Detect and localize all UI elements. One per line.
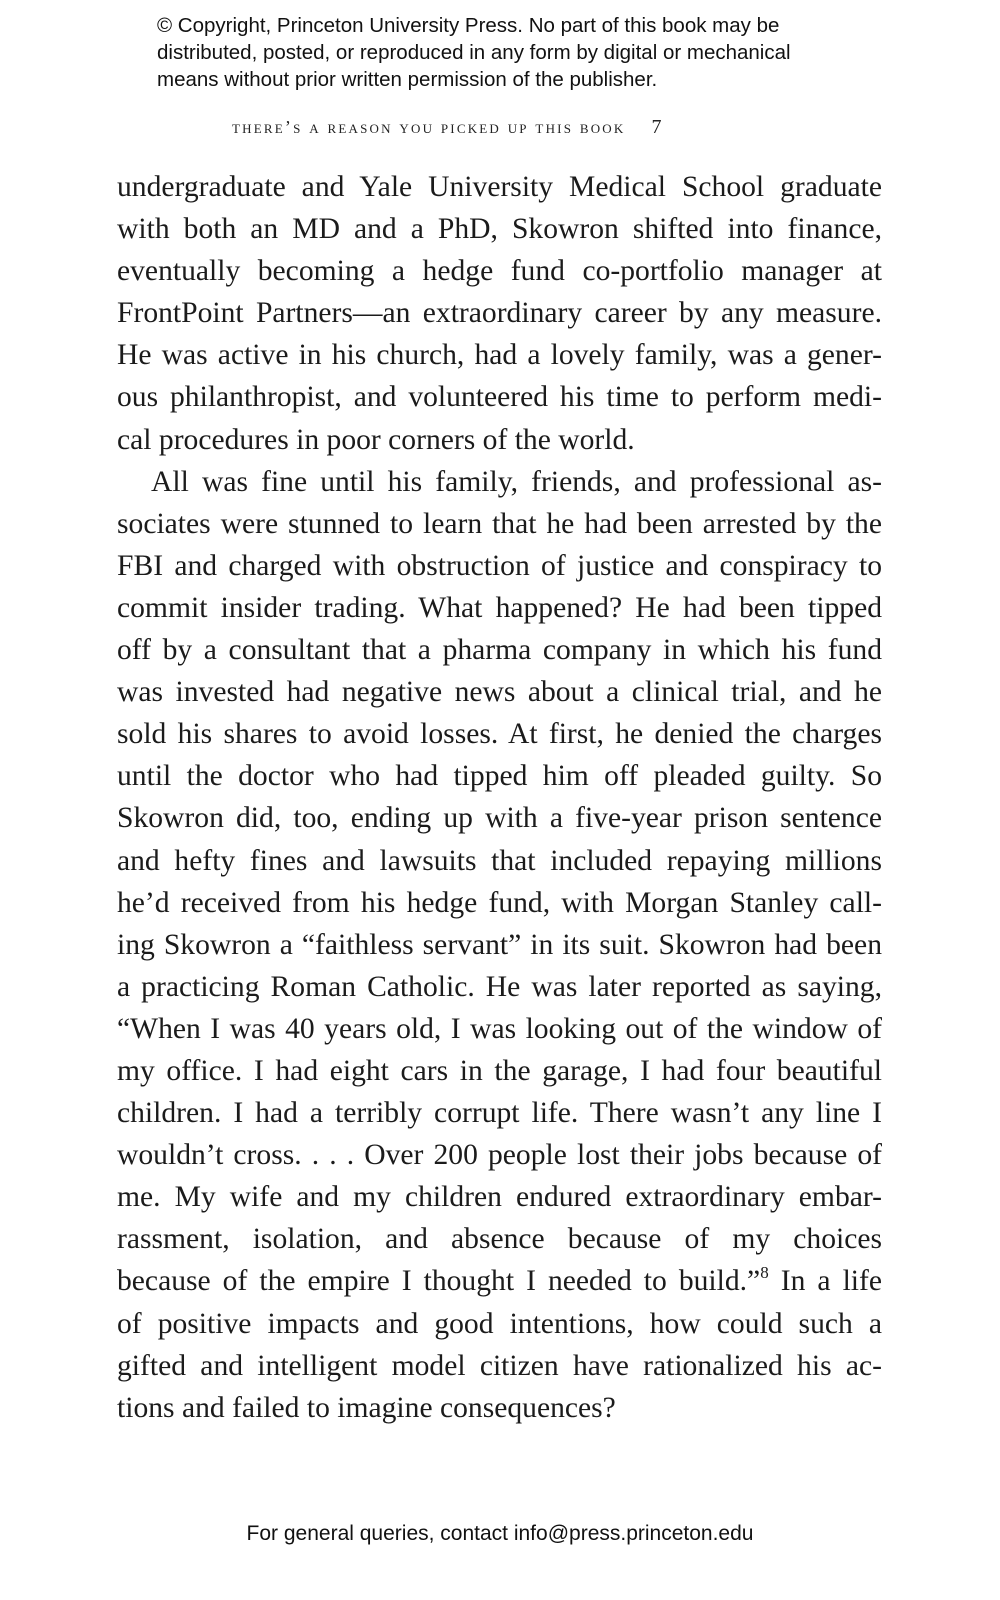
text-line: undergraduate and Yale University Medical School graduate xyxy=(117,171,882,203)
text-line: commit insider trading. What happened? He had been tipped xyxy=(117,591,882,624)
text-line: my office. I had eight cars in the garage, I had four beautiful xyxy=(117,1054,882,1087)
page-number: 7 xyxy=(651,116,662,138)
text-line: sociates were stunned to learn that he had been arrested by the xyxy=(117,507,882,540)
copyright-line: means without prior written permission of the publisher. xyxy=(157,68,658,91)
text-line-with-footnote xyxy=(117,1260,882,1302)
text-line: me. My wife and my children endured extraordinary embar- xyxy=(117,1181,882,1214)
text-line: Skowron did, too, ending up with a five-year prison sentence xyxy=(117,802,882,835)
text-line: ing Skowron a “faithless servant” in its suit. Skowron had been xyxy=(117,928,882,961)
text-line: He was active in his church, had a lovely family, was a gener- xyxy=(117,339,882,372)
text-line: with both an MD and a PhD, Skowron shifted into finance, xyxy=(117,213,882,246)
text-line: FBI and charged with obstruction of justice and conspiracy to xyxy=(117,549,882,582)
copyright-notice xyxy=(157,12,897,93)
text-line: gifted and intelligent model citizen have rationalized his ac- xyxy=(117,1349,882,1382)
text-line: FrontPoint Partners—an extraordinary career by any measure. xyxy=(117,297,882,330)
text-line: sold his shares to avoid losses. At first, he denied the charges xyxy=(117,718,882,751)
text-line: he’d received from his hedge fund, with Morgan Stanley call- xyxy=(117,886,882,919)
text-line: of positive impacts and good intentions, how could such a xyxy=(117,1307,882,1340)
copyright-line: © Copyright, Princeton University Press. No part of this book may be xyxy=(157,14,780,37)
footnote-marker[interactable]: 8 xyxy=(760,1263,769,1283)
text-segment: because of the empire I thought I needed to build.” xyxy=(117,1265,761,1298)
text-line: ous philanthropist, and volunteered his time to perform medi- xyxy=(117,381,882,414)
text-line: eventually becoming a hedge fund co-portfolio manager at xyxy=(117,255,882,288)
text-line: wouldn’t cross. . . . Over 200 people lost their jobs because of xyxy=(117,1139,882,1172)
text-line: was invested had negative news about a clinical trial, and he xyxy=(117,676,882,709)
text-line: rassment, isolation, and absence because of my choices xyxy=(117,1223,882,1256)
paragraph xyxy=(117,461,882,1429)
paragraph xyxy=(117,166,882,461)
text-line: off by a consultant that a pharma company in which his fund xyxy=(117,634,882,667)
text-line: “When I was 40 years old, I was looking out of the window of xyxy=(117,1012,882,1045)
text-line: cal procedures in poor corners of the world. xyxy=(117,423,635,456)
text-line: a practicing Roman Catholic. He was later reported as saying, xyxy=(117,970,882,1003)
text-line: and hefty fines and lawsuits that included repaying millions xyxy=(117,844,882,877)
running-head-title: there’s a reason you picked up this book xyxy=(232,117,626,137)
text-line: children. I had a terribly corrupt life. There wasn’t any line I xyxy=(117,1097,882,1130)
text-line: until the doctor who had tipped him off pleaded guilty. So xyxy=(117,760,882,793)
text-line: All was fine until his family, friends, and professional as- xyxy=(151,465,882,498)
text-segment: In a life xyxy=(768,1265,883,1298)
copyright-line: distributed, posted, or reproduced in any form by digital or mechanical xyxy=(157,41,791,64)
text-line: tions and failed to imagine consequences? xyxy=(117,1391,616,1424)
running-head xyxy=(232,116,772,139)
body-text xyxy=(117,166,882,1429)
footer-contact: For general queries, contact info@press.princeton.edu xyxy=(246,1522,754,1545)
